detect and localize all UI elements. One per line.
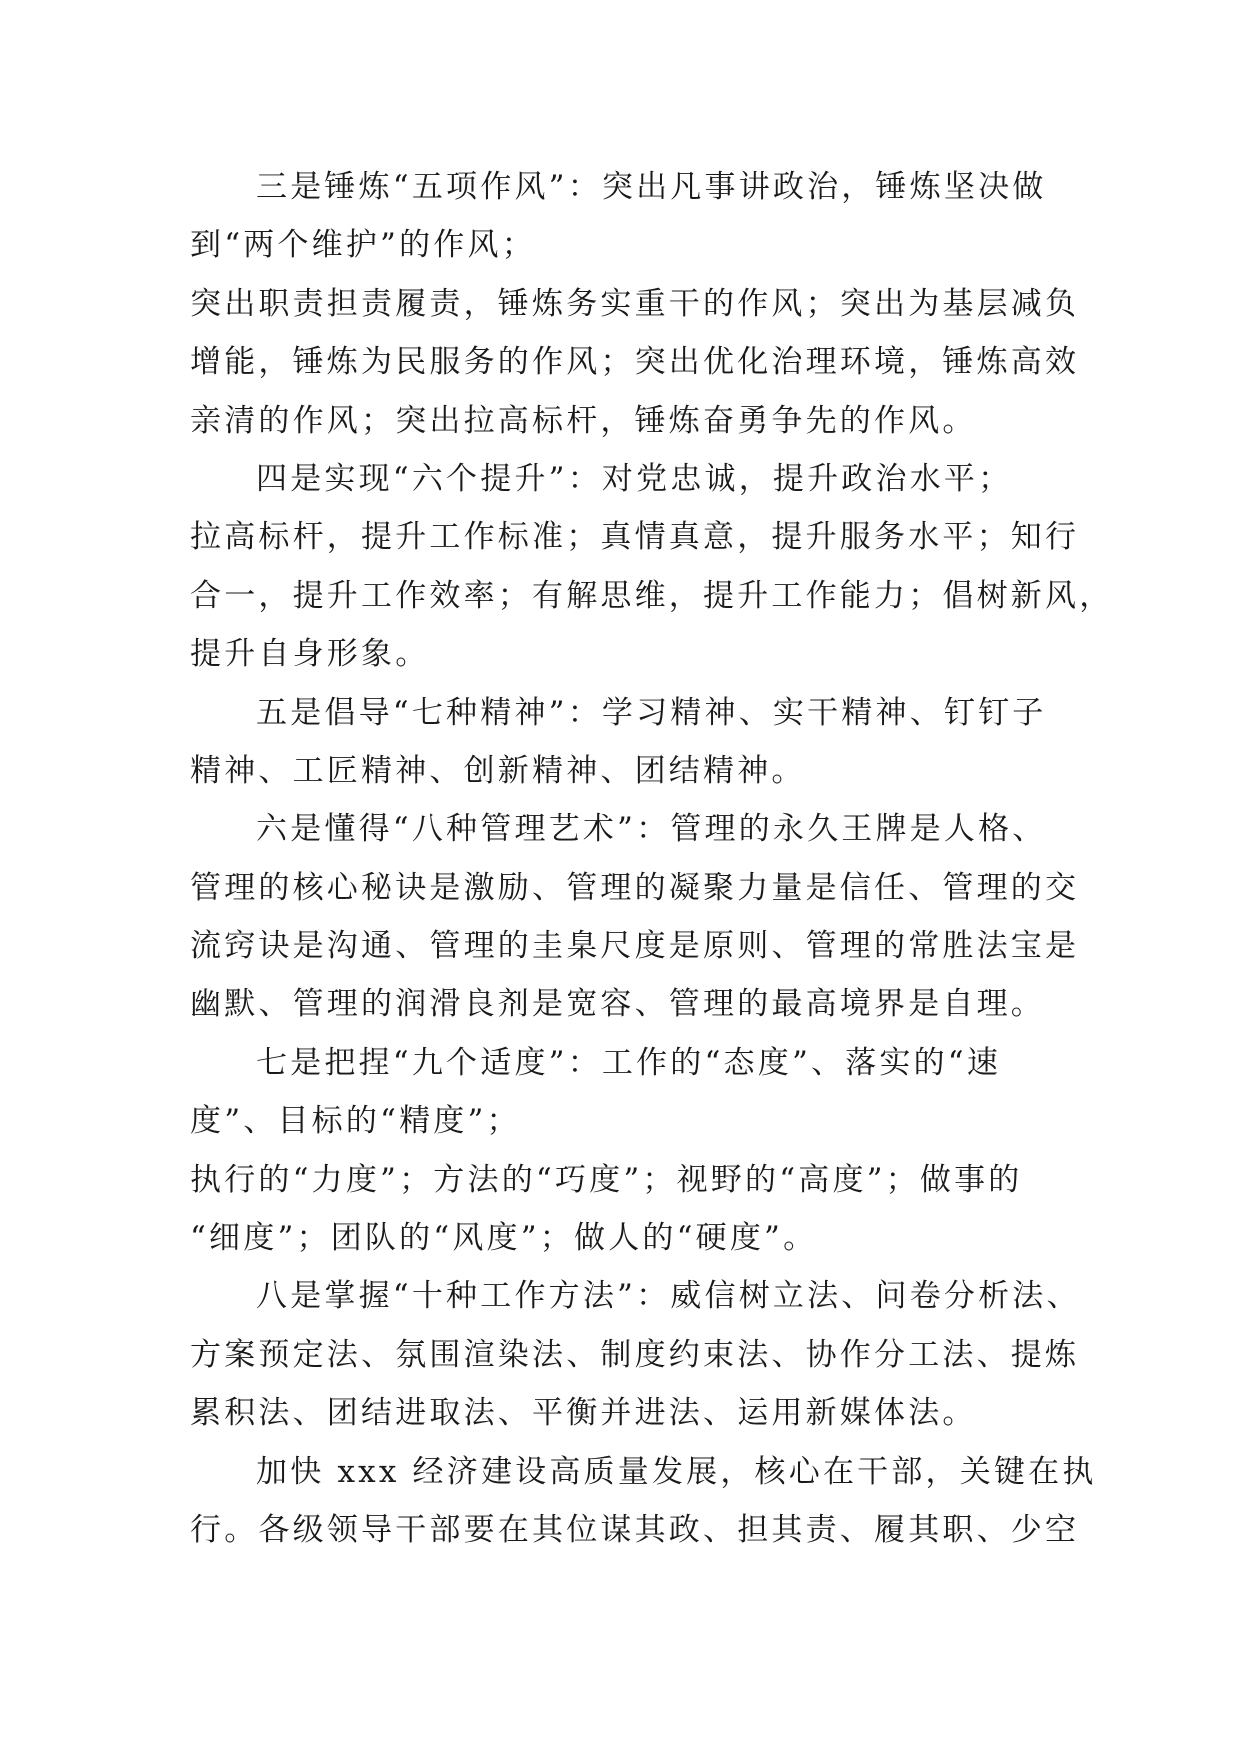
text-line: 增能，锤炼为民服务的作风；突出优化治理环境，锤炼高效	[190, 344, 1080, 381]
text-line: 到“两个维护”的作风；	[190, 227, 536, 264]
text-line: 拉高标杆，提升工作标准；真情真意，提升服务水平；知行	[190, 519, 1080, 556]
text-line: 幽默、管理的润滑良剂是宽容、管理的最高境界是自理。	[190, 986, 1045, 1023]
text-line: 四是实现“六个提升”：对党忠诚，提升政治水平；	[256, 460, 1013, 497]
text-line: 累积法、团结进取法、平衡并进法、运用新媒体法。	[190, 1395, 977, 1432]
text-line: 加快 xxx 经济建设高质量发展，核心在干部，关键在执	[256, 1453, 1097, 1490]
text-line: 精神、工匠精神、创新精神、团结精神。	[190, 752, 806, 789]
text-line: 度”、目标的“精度”；	[190, 1103, 521, 1140]
text-line: 管理的核心秘诀是激励、管理的凝聚力量是信任、管理的交	[190, 869, 1080, 906]
text-line: “细度”；团队的“风度”；做人的“硬度”。	[190, 1220, 818, 1257]
text-line: 方案预定法、氛围渲染法、制度约束法、协作分工法、提炼	[190, 1336, 1080, 1373]
text-line: 行。各级领导干部要在其位谋其政、担其责、履其职、少空	[190, 1511, 1080, 1548]
text-line: 六是懂得“八种管理艺术”：管理的永久王牌是人格、	[256, 811, 1047, 848]
text-line: 突出职责担责履责，锤炼务实重干的作风；突出为基层减负	[190, 285, 1080, 322]
text-line: 流窍诀是沟通、管理的圭臬尺度是原则、管理的常胜法宝是	[190, 928, 1080, 965]
text-line: 提升自身形象。	[190, 636, 430, 673]
text-line: 亲清的作风；突出拉高标杆，锤炼奋勇争先的作风。	[190, 402, 977, 439]
text-line: 执行的“力度”；方法的“巧度”；视野的“高度”；做事的	[190, 1161, 1023, 1198]
text-line: 合一，提升工作效率；有解思维，提升工作能力；倡树新风，	[190, 577, 1114, 614]
text-line: 三是锤炼“五项作风”：突出凡事讲政治，锤炼坚决做	[256, 169, 1047, 205]
body-text	[190, 158, 1114, 1559]
text-line: 八是掌握“十种工作方法”：威信树立法、问卷分析法、	[256, 1278, 1081, 1315]
text-line: 五是倡导“七种精神”：学习精神、实干精神、钉钉子	[256, 694, 1047, 731]
text-line: 七是把捏“九个适度”：工作的“态度”、落实的“速	[256, 1044, 1002, 1081]
